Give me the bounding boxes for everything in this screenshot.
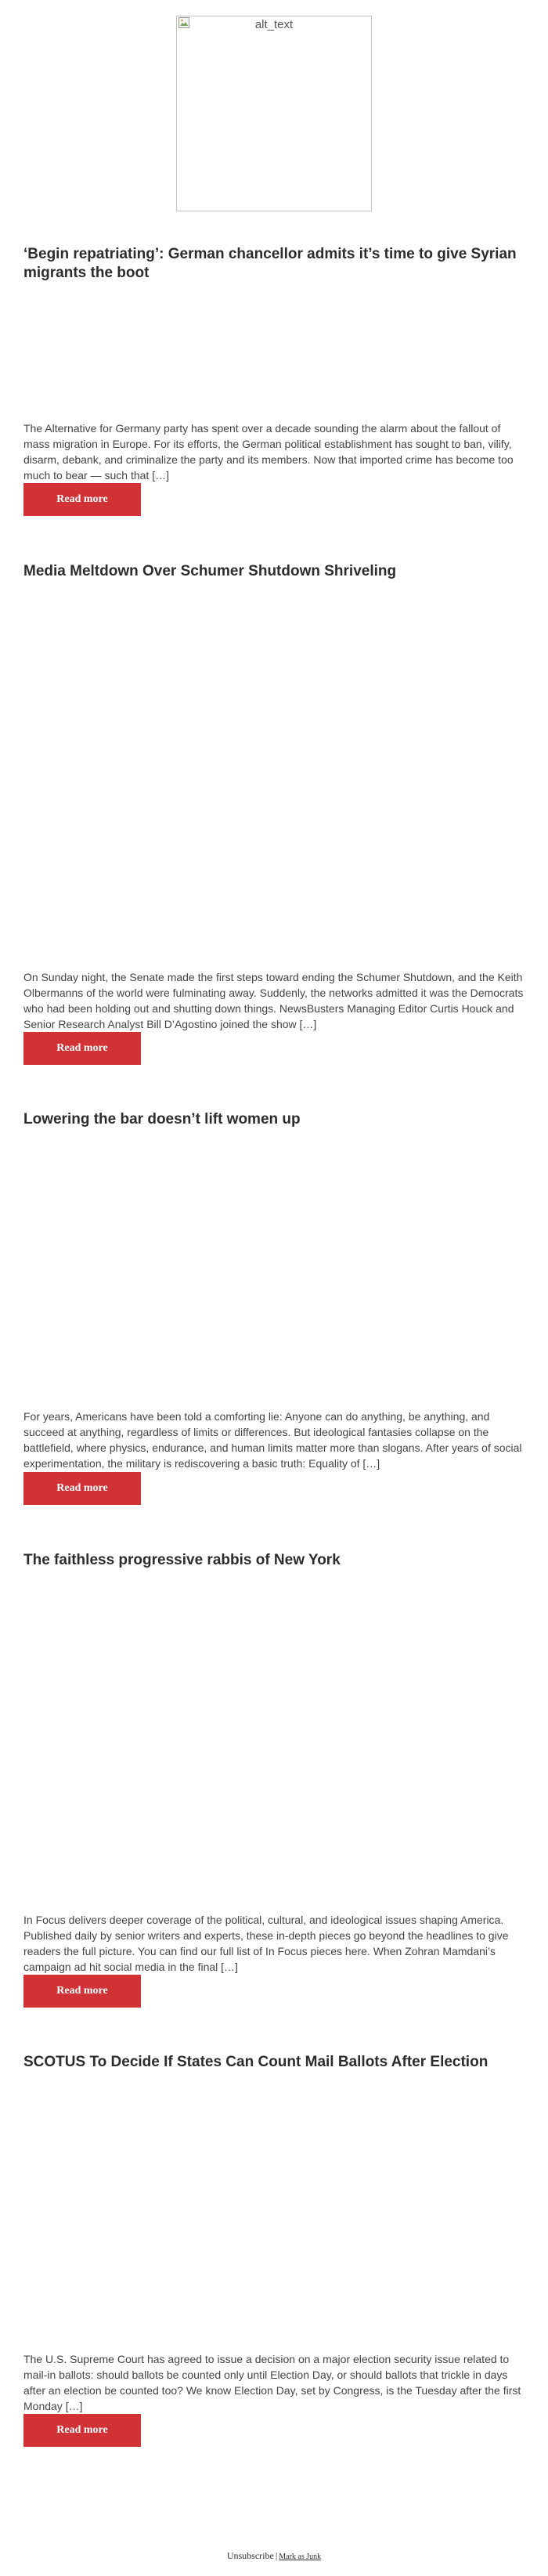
read-more-button[interactable]: Read more bbox=[23, 1472, 141, 1505]
read-more-button[interactable]: Read more bbox=[23, 1975, 141, 2008]
article-title[interactable]: The faithless progressive rabbis of New York bbox=[23, 1552, 341, 1568]
article-title[interactable]: Lowering the bar doesn’t lift women up bbox=[23, 1111, 301, 1127]
article-excerpt: For years, Americans have been told a comforting lie: Anyone can do anything, be anything, and succeed at anything, regardless of limits or differences. But ideological fantasies collapse on the battlefield, where physics, endurance, and human limits matter more than slogans. After years of social experimentation, the military is rediscovering a basic truth: Equality of […] bbox=[23, 1410, 522, 1470]
article-excerpt: In Focus delivers deeper coverage of the political, cultural, and ideological issues shaping America. Published daily by senior writers and experts, these in-depth pieces go beyond the headlines to give readers the full picture. You can find our full list of In Focus pieces here. When Zohran Mamdani’s campaign ad hit social media in the final […] bbox=[23, 1914, 509, 1973]
footer bbox=[0, 2550, 548, 2562]
article-excerpt: On Sunday night, the Senate made the first steps toward ending the Schumer Shutdown, and the Keith Olbermanns of the world were fulminating away. Suddenly, the networks admitted it was the Democrats who had been holding out and shutting down things. NewsBusters Managing Editor Curtis Houck and Senior Research Analyst Bill D’Agostino joined the show […] bbox=[23, 971, 524, 1030]
mark-as-junk-link[interactable]: Mark as Junk bbox=[279, 2553, 322, 2561]
article-title[interactable]: Media Meltdown Over Schumer Shutdown Shriveling bbox=[23, 563, 397, 579]
article-excerpt: The Alternative for Germany party has spent over a decade sounding the alarm about the fallout of mass migration in Europe. For its efforts, the German political establishment has sought to ban, vilify, disarm, debank, and criminalize the party and its members. Now that imported crime has become too much to bear — such that […] bbox=[23, 422, 514, 482]
read-more-button[interactable]: Read more bbox=[23, 483, 141, 516]
article-excerpt: The U.S. Supreme Court has agreed to issue a decision on a major election security issue related to mail-in ballots: should ballots be counted only until Election Day, or should ballots that trickle in days after an election be counted too? We know Election Day, set by Congress, is the Tuesday after the first Monday […] bbox=[23, 2353, 521, 2412]
footer-separator: | bbox=[275, 2550, 278, 2561]
unsubscribe-link[interactable]: Unsubscribe bbox=[226, 2550, 274, 2561]
logo-alt-text: alt_text bbox=[254, 18, 294, 31]
header-logo-image bbox=[176, 16, 372, 211]
article-title[interactable]: SCOTUS To Decide If States Can Count Mail Ballots After Election bbox=[23, 2054, 489, 2070]
article-title[interactable]: ‘Begin repatriating’: German chancellor admits it’s time to give Syrian migrants the boot bbox=[23, 246, 517, 281]
read-more-button[interactable]: Read more bbox=[23, 1032, 141, 1065]
read-more-button[interactable]: Read more bbox=[23, 2414, 141, 2447]
